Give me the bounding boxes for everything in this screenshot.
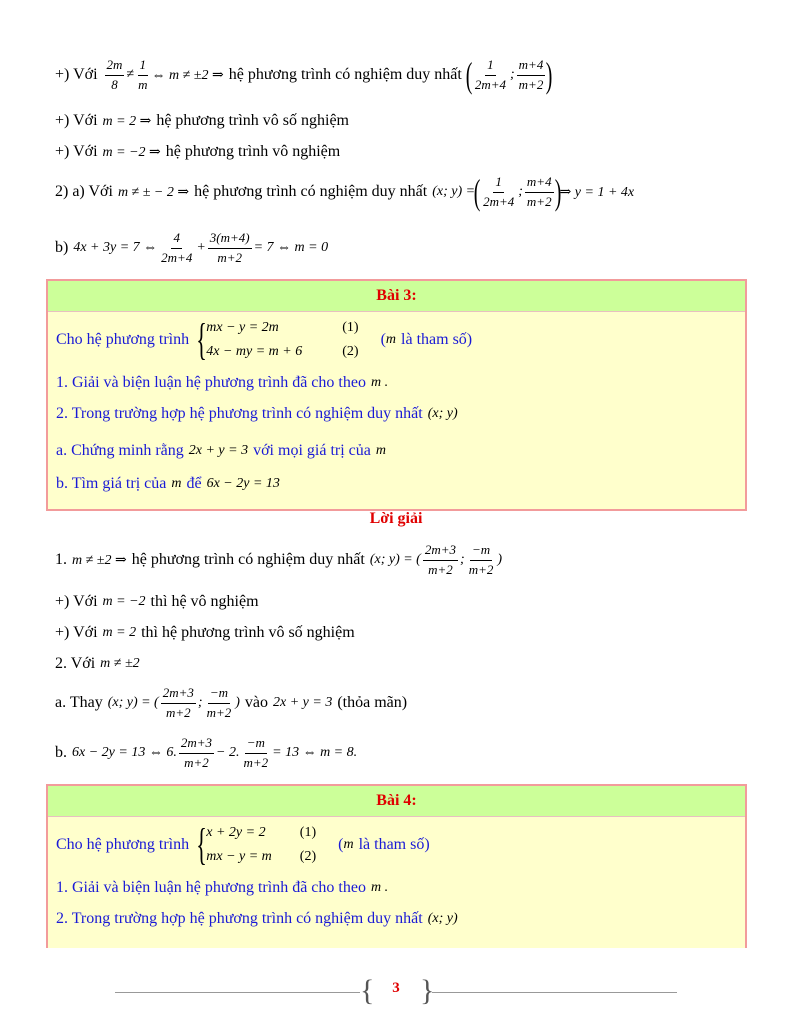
line-prefix: +) Với <box>55 66 98 83</box>
line-text: hệ phương trình có nghiệm duy nhất <box>194 183 428 200</box>
line-text: (thỏa mãn) <box>337 694 408 711</box>
solution-heading: Lời giải <box>369 510 423 527</box>
equation-1: mx − y = 2m <box>206 320 279 335</box>
math-expression: 6x − 2y = 13 ⇔ 6. <box>72 745 177 760</box>
equation-tag: (1) <box>342 320 359 335</box>
footer-rule-left <box>115 992 360 993</box>
line-text: vào <box>244 694 269 711</box>
question-text: b. Tìm giá trị của <box>56 475 167 492</box>
question-text: 2. Trong trường hợp hệ phương trình có nghiệm duy nhất <box>56 405 423 422</box>
fraction: $\frac{2m+3}{m+2}$ <box>162 685 194 720</box>
line-prefix: +) Với <box>55 112 98 129</box>
equation-tag: (2) <box>342 344 359 359</box>
math-expression: m . <box>370 880 389 895</box>
equation-system: { mx − y = 2m 4x − my = m + 6 (1) (2) <box>196 315 359 364</box>
line-prefix: a. Thay <box>55 694 103 711</box>
solution-line-5: a. Thay (x; y) = ( $\frac{2m+3}{m+2}$ ; $\frac{-m}{m+2}$ ) vào 2x + y = 3 (thỏa mãn) <box>55 685 408 720</box>
param-text: là tham số) <box>401 331 473 348</box>
line-prefix: +) Với <box>55 624 98 641</box>
math-expression: − 2. <box>216 745 240 760</box>
fraction: $\frac{-m}{m+2}$ <box>243 735 269 770</box>
fraction: $\frac{2m}{8}$ <box>106 57 123 92</box>
param-paren: ( <box>380 331 386 348</box>
line-infinite-solutions <box>55 110 349 132</box>
math-expression: m ≠ ±2 ⇒ <box>72 552 127 568</box>
param-text: là tham số) <box>358 836 430 853</box>
math-expression: m <box>171 476 182 491</box>
line-text: hệ phương trình vô số nghiệm <box>156 112 349 129</box>
math-expression: 4x + 3y = 7 ⇔ <box>73 240 158 255</box>
fraction: $\frac{-m}{m+2}$ <box>468 542 494 577</box>
param-paren: ( <box>338 836 344 853</box>
math-symbol: + <box>196 240 206 255</box>
fraction: $\frac{m+4}{m+2}$ <box>526 174 552 209</box>
line-unique-solution-case: +) Với $\frac{2m}{8}$ ≠ $\frac{1}{m}$ ⇔ m ≠ ±2 ⇒ hệ phương trình có nghiệm duy nhất ( $\frac{1}{2m+4}$ ; $\frac{m+4}{m+2}$ ) <box>55 55 553 95</box>
exercise-intro: Cho hệ phương trình <box>56 836 190 853</box>
exercise-intro: Cho hệ phương trình <box>56 331 190 348</box>
exercise-title: Bài 3: <box>48 281 745 312</box>
math-expression: ⇒ y = 1 + 4x <box>559 184 635 200</box>
question-text: 1. Giải và biện luận hệ phương trình đã cho theo <box>56 374 366 391</box>
line-prefix: b. <box>55 744 67 761</box>
math-expression: 2x + y = 3 <box>188 443 249 458</box>
fraction: $\frac{1}{2m+4}$ <box>474 57 506 92</box>
math-expression: m ≠ ± − 2 ⇒ <box>117 184 190 200</box>
footer-bracket-right: } <box>420 974 435 1007</box>
line-prefix: 2. Với <box>55 655 96 672</box>
fraction: $\frac{1}{m}$ <box>138 57 148 92</box>
line-text: thì hệ phương trình vô số nghiệm <box>141 624 355 641</box>
exercise-title: Bài 4: <box>48 786 745 817</box>
math-expression: m = −2 <box>102 594 146 609</box>
math-expression: ⇔ m ≠ ±2 ⇒ <box>151 67 224 83</box>
math-expression: (x; y) <box>427 911 458 926</box>
param-variable: m <box>385 332 397 347</box>
equation-tag: (2) <box>299 849 317 864</box>
question-2a <box>56 440 386 462</box>
question-text: để <box>186 475 202 492</box>
math-expression: m ≠ ±2 <box>100 656 140 671</box>
math-expression: = 13 ⇔ m = 8. <box>272 745 358 760</box>
line-part2a: 2) a) Với m ≠ ± − 2 ⇒ hệ phương trình có nghiệm duy nhất (x; y) = ( $\frac{1}{2m+4}$ ; $\frac{m+4}{m+2}$ ) ⇒ y = 1 + 4x <box>55 172 635 212</box>
line-text: hệ phương trình có nghiệm duy nhất <box>228 66 462 83</box>
line-prefix: +) Với <box>55 143 98 160</box>
math-expression: m . <box>370 375 389 390</box>
line-no-solution <box>55 141 340 163</box>
fraction: $\frac{m+4}{m+2}$ <box>518 57 544 92</box>
math-expression: (x; y) = ( <box>369 552 421 567</box>
fraction: $\frac{4}{2m+4}$ <box>161 230 193 265</box>
fraction: $\frac{-m}{m+2}$ <box>206 685 232 720</box>
question-text: với mọi giá trị của <box>253 442 371 459</box>
line-text: hệ phương trình vô nghiệm <box>165 143 341 160</box>
math-expression: m = 2 ⇒ <box>102 113 152 129</box>
question-text: a. Chứng minh rằng <box>56 442 184 459</box>
equation-2: mx − y = m <box>206 849 272 864</box>
math-expression: m <box>375 443 386 458</box>
question-2b <box>56 473 280 495</box>
page-number: 3 <box>392 980 400 996</box>
question-1 <box>56 372 388 394</box>
line-prefix: b) <box>55 239 69 256</box>
exercise-system-line <box>56 820 430 870</box>
math-expression: 2x + y = 3 <box>273 695 333 710</box>
exercise-box-bai3 <box>46 279 747 511</box>
math-expression: (x; y) = ( <box>107 695 159 710</box>
line-prefix: +) Với <box>55 593 98 610</box>
math-expression: (x; y) <box>427 406 458 421</box>
math-expression: m = −2 ⇒ <box>102 144 161 160</box>
footer-bracket-left: { <box>360 974 375 1007</box>
math-expression: (x; y) = <box>432 184 476 199</box>
math-expression: m = 2 <box>102 625 137 640</box>
line-part2b <box>55 228 328 268</box>
line-prefix: 1. <box>55 551 67 568</box>
line-prefix: 2) a) Với <box>55 183 113 200</box>
footer-rule-right <box>432 992 677 993</box>
fraction: $\frac{1}{2m+4}$ <box>483 174 515 209</box>
solution-line-2 <box>55 591 259 613</box>
exercise-system-line <box>56 315 472 365</box>
question-2 <box>56 402 458 426</box>
equation-2: 4x − my = m + 6 <box>206 344 303 359</box>
solution-line-1: 1. m ≠ ±2 ⇒ hệ phương trình có nghiệm duy nhất (x; y) = ( $\frac{2m+3}{m+2}$ ; $\frac{-m}{m+2}$ ) <box>55 542 503 577</box>
line-text: hệ phương trình có nghiệm duy nhất <box>131 551 365 568</box>
question-text: 2. Trong trường hợp hệ phương trình có nghiệm duy nhất <box>56 910 423 927</box>
question-text: 1. Giải và biện luận hệ phương trình đã cho theo <box>56 879 366 896</box>
equation-system: { x + 2y = 2 mx − y = m (1) (2) <box>196 820 317 869</box>
line-text: thì hệ vô nghiệm <box>150 593 259 610</box>
question-2 <box>56 907 458 931</box>
question-1 <box>56 877 388 899</box>
solution-line-6 <box>55 733 357 773</box>
math-symbol: ≠ <box>126 67 135 82</box>
fraction: $\frac{2m+3}{m+2}$ <box>180 735 212 770</box>
fraction: $\frac{2m+3}{m+2}$ <box>424 542 457 577</box>
exercise-box-bai4 <box>46 784 747 948</box>
equation-tag: (1) <box>299 825 317 840</box>
fraction: $\frac{3(m+4)}{m+2}$ <box>209 230 250 265</box>
math-expression: 6x − 2y = 13 <box>206 476 280 491</box>
equation-1: x + 2y = 2 <box>206 825 266 840</box>
math-expression: = 7 ⇔ m = 0 <box>253 240 329 255</box>
param-variable: m <box>343 837 354 852</box>
solution-line-3 <box>55 622 355 644</box>
solution-line-4 <box>55 653 140 675</box>
